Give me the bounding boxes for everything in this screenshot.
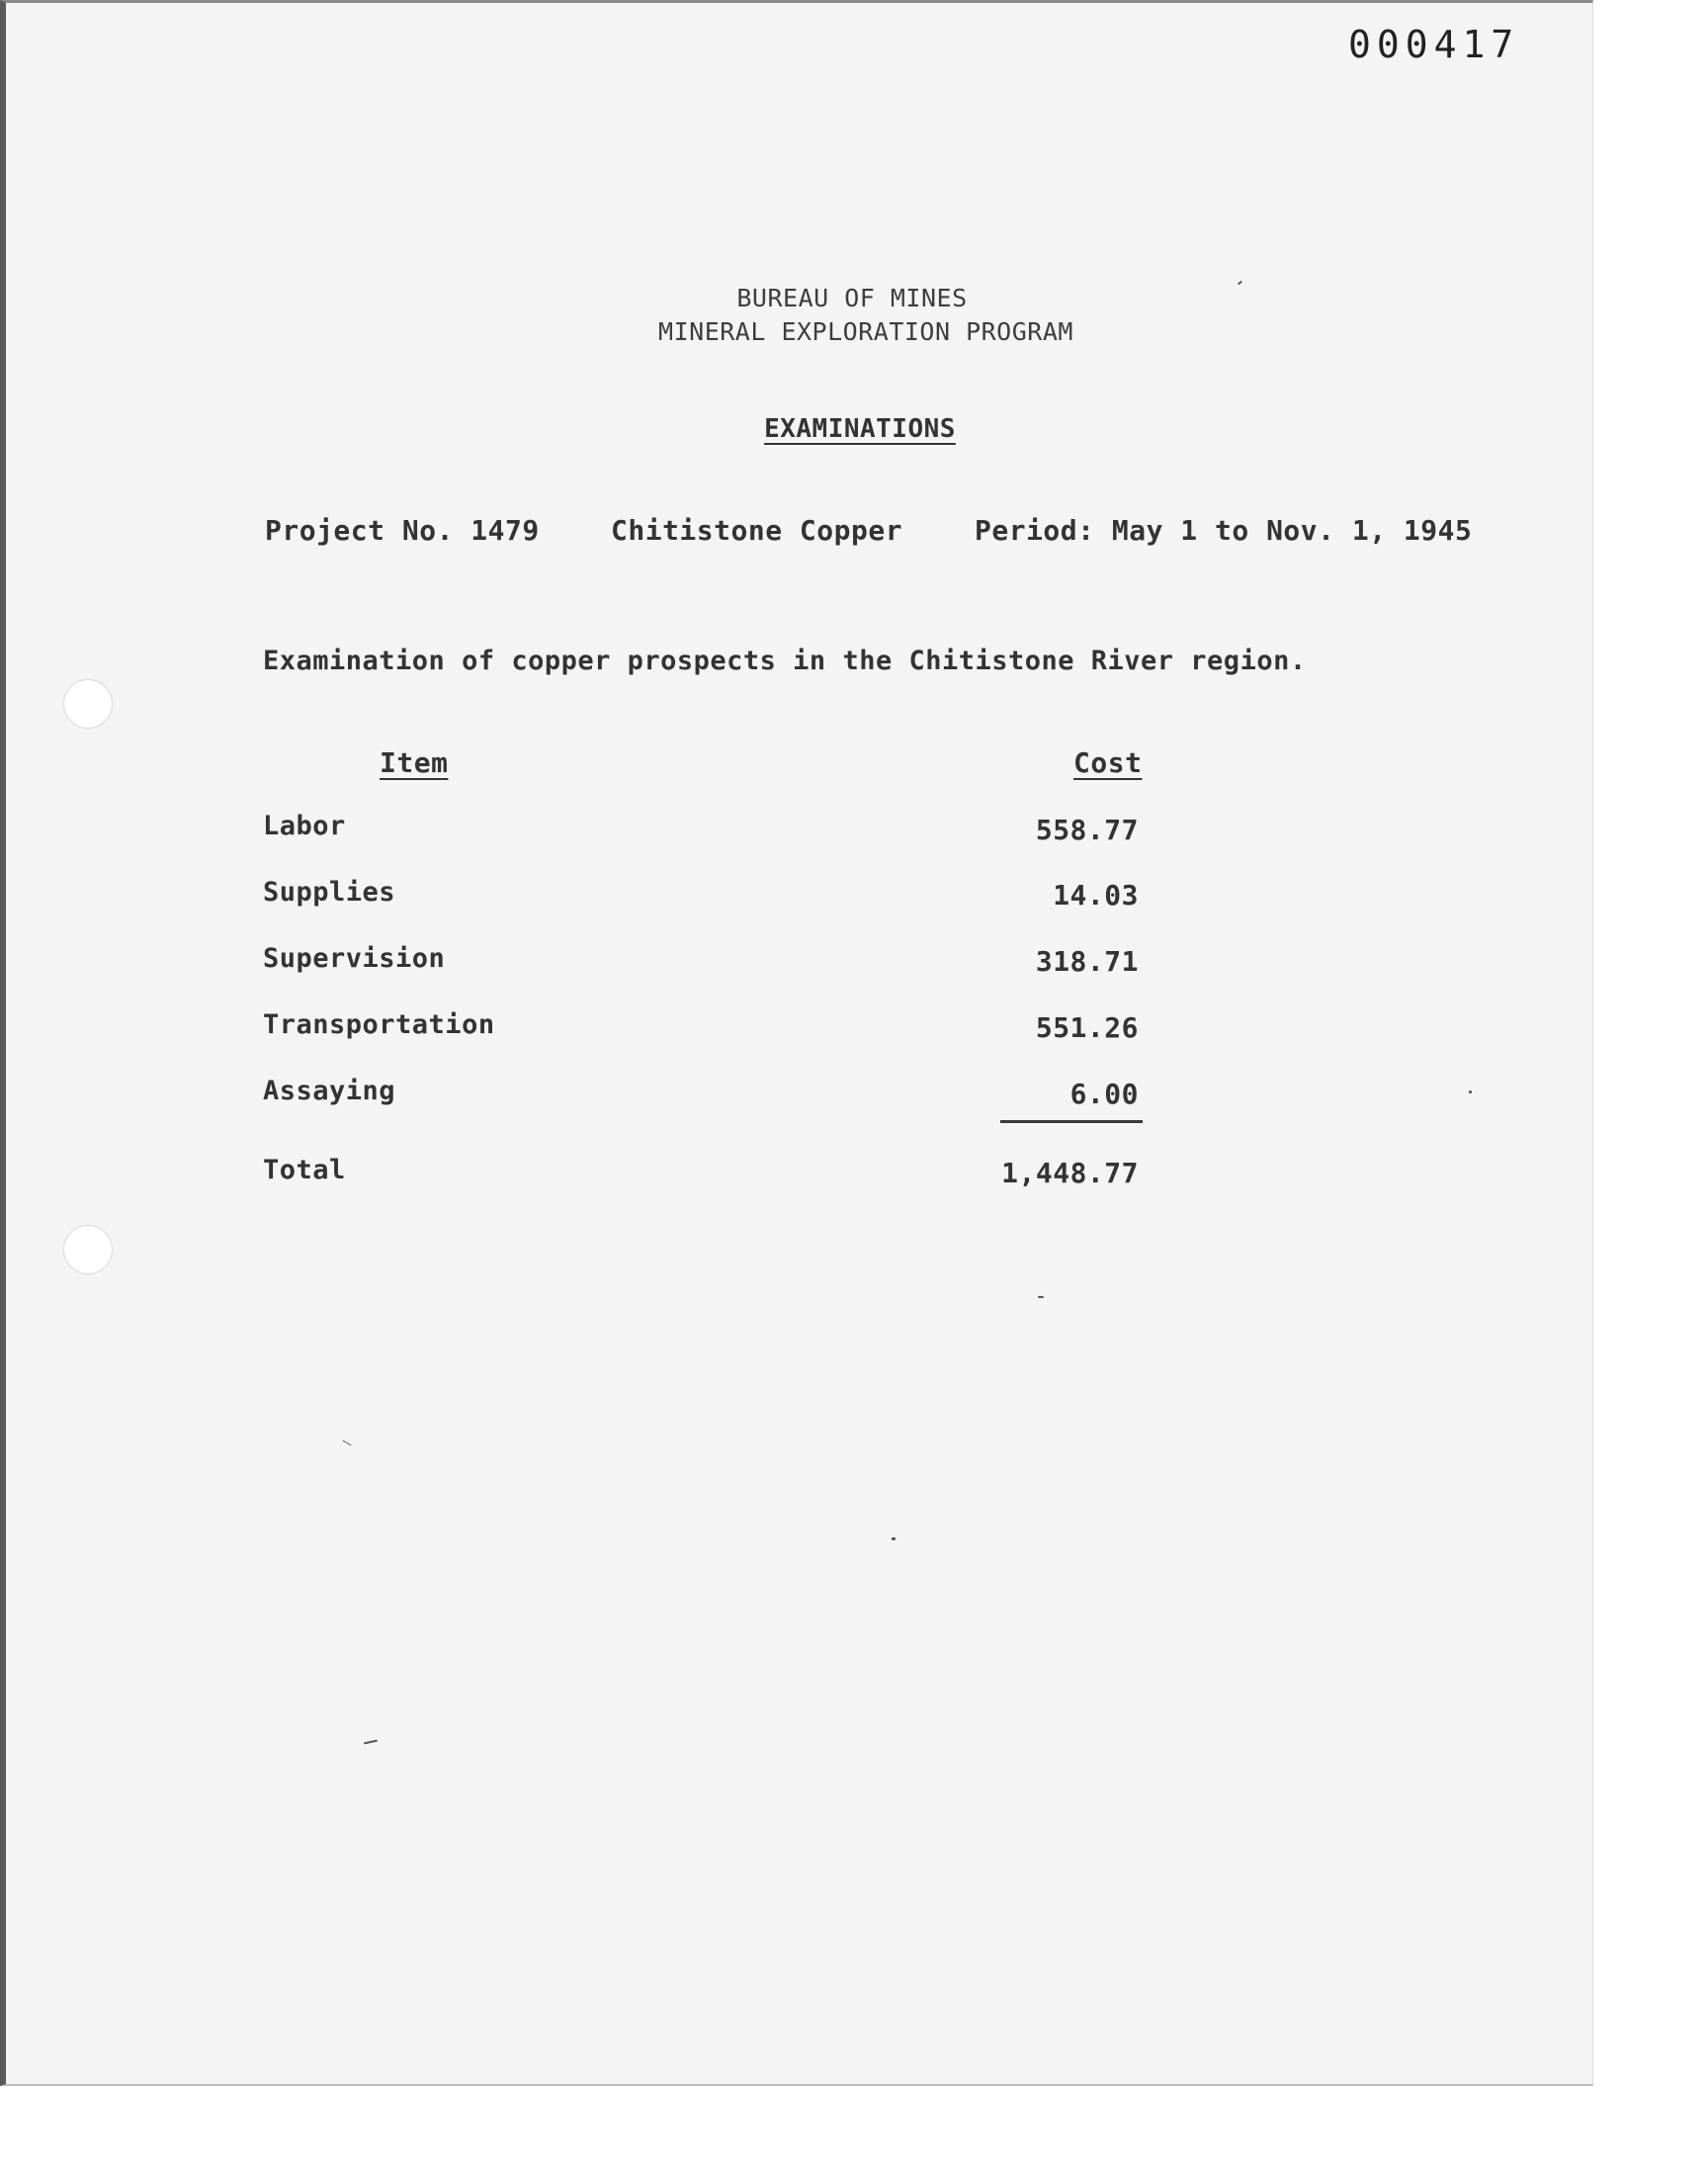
column-header-cost: Cost [1073,746,1143,779]
row-label-supervision: Supervision [263,943,446,974]
row-cost-labor: 558.77 [1035,814,1139,846]
section-title [6,414,1708,444]
scan-speck [1469,1090,1472,1093]
scan-speck [1038,1296,1044,1298]
row-label-total: Total [263,1155,346,1185]
scan-speck [364,1740,378,1745]
project-period: Period: May 1 to Nov. 1, 1945 [975,514,1473,547]
project-name: Chitistone Copper [611,514,903,547]
punch-hole-top [63,679,113,729]
row-cost-total: 1,448.77 [1001,1157,1139,1189]
scan-speck [342,1440,351,1446]
row-label-labor: Labor [263,811,346,841]
row-label-supplies: Supplies [263,877,396,908]
project-description: Examination of copper prospects in the Chitistone River region. [263,646,1307,676]
row-label-assaying: Assaying [263,1076,396,1106]
scan-speck [892,1537,896,1540]
punch-hole-bottom [63,1225,113,1274]
row-cost-transportation: 551.26 [1035,1011,1139,1044]
agency-heading: BUREAU OF MINES [736,284,968,312]
project-number: Project No. 1479 [265,514,540,547]
row-cost-supplies: 14.03 [1053,879,1139,912]
column-header-item: Item [380,746,449,779]
section-title-text: EXAMINATIONS [764,414,956,444]
row-label-transportation: Transportation [263,1009,495,1040]
total-underline [1000,1120,1143,1123]
row-cost-assaying: 6.00 [1069,1078,1139,1110]
row-cost-supervision: 318.71 [1035,945,1139,978]
document-number: 000417 [1348,23,1520,66]
program-heading: MINERAL EXPLORATION PROGRAM [658,317,1073,346]
